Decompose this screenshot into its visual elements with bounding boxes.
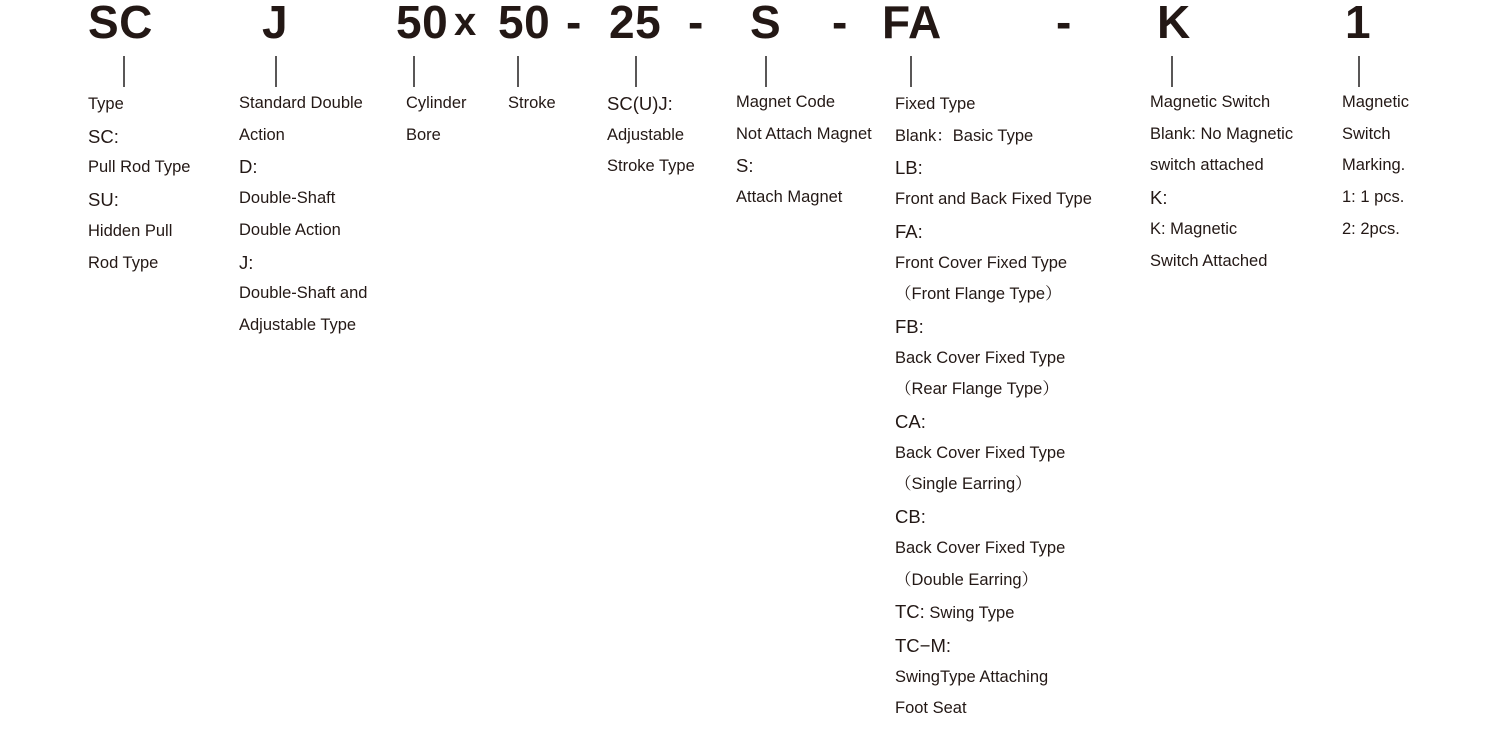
tick-adjust	[635, 56, 637, 87]
fixed-cb-desc: Back Cover Fixed Type	[895, 538, 1066, 557]
code-bore: 50	[396, 0, 449, 48]
magnet-heading: Magnet Code	[736, 93, 836, 111]
magnet-s-desc: Attach Magnet	[736, 188, 843, 207]
marking-column	[1342, 87, 1409, 246]
type-su-desc-2: Rod Type	[88, 253, 159, 272]
switch-k-desc-2: Switch Attached	[1150, 251, 1268, 270]
fixed-fa-note: （Front Flange Type）	[895, 285, 1062, 304]
marking-heading-3: Marking.	[1342, 156, 1406, 175]
tick-bore	[413, 56, 415, 87]
code-dash-3: -	[832, 0, 848, 48]
adjust-desc-1: Adjustable	[607, 125, 685, 144]
fixed-tcm-desc-2: Foot Seat	[895, 699, 967, 718]
bore-heading-2: Bore	[406, 125, 441, 144]
action-d-desc-1: Double-Shaft	[239, 189, 336, 208]
code-dash-2: -	[688, 0, 704, 48]
tick-type	[123, 56, 125, 87]
fixed-blank-desc: Blank：Basic Type	[895, 126, 1034, 145]
fixed-tc-line	[895, 596, 1092, 630]
marking-option-2: 2: 2pcs.	[1342, 219, 1400, 238]
type-heading: Type	[88, 95, 124, 113]
bore-heading-1: Cylinder	[406, 94, 467, 112]
magnet-none-desc: Not Attach Magnet	[736, 124, 872, 143]
fixed-ca-desc: Back Cover Fixed Type	[895, 443, 1066, 462]
action-heading-1: Standard Double	[239, 94, 363, 112]
marking-heading-2: Switch	[1342, 124, 1391, 143]
bore-column	[406, 88, 467, 151]
code-switch: K	[1157, 0, 1191, 48]
fixed-fb-code: FB:	[895, 315, 924, 337]
fixed-fb-desc: Back Cover Fixed Type	[895, 348, 1066, 367]
switch-column	[1150, 87, 1293, 277]
code-stroke: 50	[498, 0, 551, 48]
code-dash-1: -	[566, 0, 582, 48]
action-column	[239, 88, 367, 342]
fixed-tc-code: TC:	[895, 601, 925, 623]
adjust-code: SC(U)J:	[607, 93, 673, 114]
magnet-s-code: S:	[736, 155, 754, 177]
fixed-fb-note: （Rear Flange Type）	[895, 380, 1059, 399]
magnet-column	[736, 87, 872, 214]
action-j-desc-1: Double-Shaft and	[239, 284, 368, 303]
fixed-ca-note: （Single Earring）	[895, 475, 1032, 494]
fixed-tcm-desc-1: SwingType Attaching	[895, 667, 1049, 686]
code-adjust: 25	[609, 0, 662, 48]
fixed-tc-desc: Swing Type	[924, 604, 1015, 623]
fixed-lb-desc: Front and Back Fixed Type	[895, 190, 1092, 209]
action-d-desc-2: Double Action	[239, 220, 341, 239]
tick-marking	[1358, 56, 1360, 87]
marking-heading-1: Magnetic	[1342, 93, 1409, 111]
type-sc-desc: Pull Rod Type	[88, 158, 191, 177]
fixed-cb-code: CB:	[895, 506, 926, 528]
switch-heading: Magnetic Switch	[1150, 93, 1271, 111]
code-sc: SC	[88, 0, 153, 48]
action-j-desc-2: Adjustable Type	[239, 315, 357, 334]
fixed-heading: Fixed Type	[895, 95, 976, 113]
stroke-heading: Stroke	[508, 94, 556, 112]
fixed-fa-code: FA:	[895, 220, 923, 242]
type-su-code: SU:	[88, 189, 119, 211]
fixed-lb-code: LB:	[895, 157, 923, 179]
type-su-desc-1: Hidden Pull	[88, 221, 173, 240]
type-column	[88, 89, 190, 279]
code-x: x	[454, 0, 477, 44]
tick-stroke	[517, 56, 519, 87]
type-sc-code: SC:	[88, 125, 119, 147]
code-j: J	[262, 0, 289, 48]
action-heading-2: Action	[239, 125, 285, 144]
tick-magnet	[765, 56, 767, 87]
switch-blank-desc-1: Blank: No Magnetic	[1150, 124, 1294, 143]
marking-option-1: 1: 1 pcs.	[1342, 188, 1405, 207]
tick-action	[275, 56, 277, 87]
code-fixed: FA	[882, 0, 942, 48]
switch-k-code: K:	[1150, 187, 1168, 209]
adjust-desc-2: Stroke Type	[607, 157, 695, 176]
stroke-column	[508, 88, 556, 120]
tick-switch	[1171, 56, 1173, 87]
fixed-column	[895, 89, 1092, 725]
code-marking: 1	[1345, 0, 1372, 48]
action-d-code: D:	[239, 156, 258, 178]
switch-k-desc-1: K: Magnetic	[1150, 219, 1238, 238]
action-j-code: J:	[239, 251, 254, 273]
code-magnet: S	[750, 0, 782, 48]
fixed-tcm-code: TC−M:	[895, 634, 952, 656]
tick-fixed	[910, 56, 912, 87]
code-dash-4: -	[1056, 0, 1072, 48]
adjust-column	[607, 88, 695, 183]
switch-blank-desc-2: switch attached	[1150, 156, 1264, 175]
fixed-ca-code: CA:	[895, 411, 926, 433]
fixed-cb-note: （Double Earring）	[895, 570, 1039, 589]
fixed-fa-desc: Front Cover Fixed Type	[895, 253, 1068, 272]
